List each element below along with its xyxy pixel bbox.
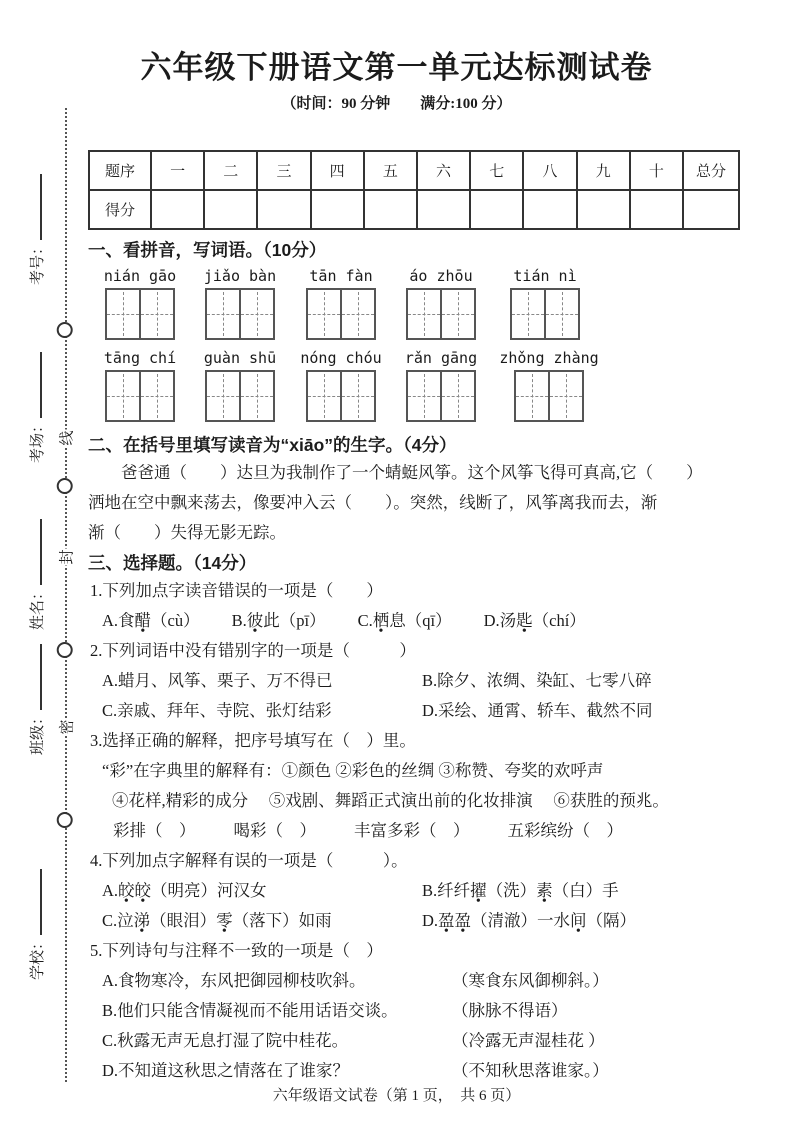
score-cell xyxy=(311,190,364,229)
pinyin-label: nóng chóu xyxy=(300,349,382,367)
score-table-header-row xyxy=(89,151,739,190)
pinyin-label: zhǒng zhàng xyxy=(499,349,599,367)
section3-heading: 三、选择题。（14分） xyxy=(88,553,257,573)
item-wucaibinfen: 五彩缤纷（ ） xyxy=(507,821,623,840)
writing-box xyxy=(205,370,275,422)
option-a: A.皎皎（明亮）河汉女 xyxy=(102,881,267,900)
question-5-option-d xyxy=(88,1056,740,1086)
seal-char-seal: 封 xyxy=(53,548,80,565)
writing-box xyxy=(406,288,476,340)
question-2-options-row2 xyxy=(88,696,740,726)
question-5-option-a xyxy=(88,966,740,996)
option-c: C.亲戚、拜年、寺院、张灯结彩 xyxy=(102,701,332,720)
class-field xyxy=(26,625,46,755)
pinyin-label: rǎn gāng xyxy=(404,349,478,367)
option-a: A.食醋（cù） xyxy=(102,611,200,630)
writing-box xyxy=(306,370,376,422)
score-cell xyxy=(257,190,310,229)
score-row-label: 得分 xyxy=(89,190,151,229)
pinyin-label: tián nì xyxy=(513,267,577,285)
score-table-header-cell: 一 xyxy=(151,151,204,190)
writing-box xyxy=(105,288,175,340)
page-title: 六年级下册语文第一单元达标测试卷 xyxy=(140,50,653,85)
exam-number-blank xyxy=(26,174,42,240)
school-field xyxy=(26,850,46,980)
question-2: 2.下列词语中没有错别字的一项是（ ） xyxy=(90,641,416,660)
score-cell xyxy=(683,190,739,229)
section2-line: 渐（ ）失得无影无踪。 xyxy=(88,523,286,542)
option-d-text: D.不知道这秋思之情落在了谁家？ xyxy=(102,1061,350,1080)
question-5-option-b xyxy=(88,996,740,1026)
class-blank xyxy=(26,644,42,710)
question-4: 4.下列加点字解释有误的一项是（ ）。 xyxy=(90,851,408,870)
score-table xyxy=(88,150,740,230)
option-a-text: A.食物寒冷，东风把御园柳枝吹斜。 xyxy=(102,971,366,990)
score-table-header-cell: 总分 xyxy=(683,151,739,190)
student-name-label: 姓名： xyxy=(29,584,46,630)
pinyin-row-2 xyxy=(88,347,740,420)
pinyin-group xyxy=(381,265,501,340)
option-b: B.除夕、浓绸、染缸、七零八碎 xyxy=(422,671,652,690)
question-3-items xyxy=(88,816,740,846)
score-table-score-row xyxy=(89,190,739,229)
pinyin-label: jiǎo bàn xyxy=(203,267,277,285)
score-table-header-cell: 八 xyxy=(523,151,576,190)
question-3-gloss: ④花样,精彩的成分 ⑤戏剧、舞蹈正式演出前的化妆排演 ⑥获胜的预兆。 xyxy=(112,791,669,810)
section2-line: 洒地在空中飘来荡去，像要冲入云（ ）。突然，线断了，风筝离我而去，渐 xyxy=(88,493,658,512)
score-table-header-cell: 十 xyxy=(630,151,683,190)
school-blank xyxy=(26,869,42,935)
question-4-options-row1 xyxy=(88,876,740,906)
class-label: 班级： xyxy=(29,709,46,755)
seal-dotted-line xyxy=(65,108,67,1082)
student-name-blank xyxy=(26,519,42,585)
score-cell xyxy=(151,190,204,229)
item-fengfuduocai: 丰富多彩（ ） xyxy=(354,821,470,840)
section2-line: 爸爸通（ ）达旦为我制作了一个蜻蜓风筝。这个风筝飞得可真高,它（ ） xyxy=(121,463,703,482)
writing-box xyxy=(205,288,275,340)
exam-number-field xyxy=(26,155,46,285)
option-b: B.纤纤擢（洗）素（白）手 xyxy=(422,881,619,900)
pinyin-row-1 xyxy=(88,265,740,338)
score-cell xyxy=(364,190,417,229)
question-4-options-row2 xyxy=(88,906,740,936)
time-score-subtitle: （时间：90 分钟 满分:100 分） xyxy=(281,96,512,112)
score-table-header-cell: 六 xyxy=(417,151,470,190)
option-c: C.泣涕（眼泪）零（落下）如雨 xyxy=(102,911,332,930)
score-table-header-cell: 题序 xyxy=(89,151,151,190)
score-table-header-cell: 七 xyxy=(470,151,523,190)
score-cell xyxy=(417,190,470,229)
question-5-option-c xyxy=(88,1026,740,1056)
main-content xyxy=(88,150,740,1086)
pinyin-group xyxy=(489,347,609,422)
pinyin-group xyxy=(381,347,501,422)
question-5: 5.下列诗句与注释不一致的一项是（ ） xyxy=(90,941,383,960)
score-cell xyxy=(204,190,257,229)
score-table-header-cell: 三 xyxy=(257,151,310,190)
score-table-header-cell: 四 xyxy=(311,151,364,190)
school-label: 学校： xyxy=(29,934,46,980)
pinyin-label: tān fàn xyxy=(309,267,373,285)
student-name-field xyxy=(26,500,46,630)
exam-room-blank xyxy=(26,352,42,418)
seal-circle-icon xyxy=(57,812,73,828)
question-3-gloss: “彩”在字典里的解释有：①颜色 ②彩色的丝绸 ③称赞、夸奖的欢呼声 xyxy=(102,761,604,780)
score-cell xyxy=(523,190,576,229)
item-hecai: 喝彩（ ） xyxy=(233,821,316,840)
writing-box xyxy=(306,288,376,340)
writing-box xyxy=(406,370,476,422)
option-d: D.采绘、通霄、轿车、截然不同 xyxy=(422,701,653,720)
score-table-header-cell: 二 xyxy=(204,151,257,190)
question-1: 1.下列加点字读音错误的一项是（ ） xyxy=(90,581,383,600)
option-c-note: （冷露无声湿桂花 ） xyxy=(452,1031,605,1050)
writing-box xyxy=(514,370,584,422)
writing-box xyxy=(510,288,580,340)
option-d: D.汤匙（chí） xyxy=(483,611,586,630)
item-caipai: 彩排（ ） xyxy=(113,821,196,840)
exam-room-field xyxy=(26,333,46,463)
option-b-text: B.他们只能含情凝视而不能用话语交谈。 xyxy=(102,1001,398,1020)
question-3: 3.选择正确的解释，把序号填写在（ ）里。 xyxy=(90,731,416,750)
score-cell xyxy=(470,190,523,229)
pinyin-label: áo zhōu xyxy=(409,267,473,285)
seal-circle-icon xyxy=(57,478,73,494)
page-footer: 六年级语文试卷（第 1 页， 共 6 页） xyxy=(272,1088,521,1104)
option-b-note: （脉脉不得语） xyxy=(452,1001,568,1020)
option-c: C.栖息（qī） xyxy=(357,611,452,630)
option-b: B.彼此（pī） xyxy=(231,611,326,630)
question-2-options-row1 xyxy=(88,666,740,696)
seal-circle-icon xyxy=(57,322,73,338)
option-a-note: （寒食东风御柳斜。） xyxy=(452,971,609,990)
score-cell xyxy=(630,190,683,229)
option-d-note: （不知秋思落谁家。） xyxy=(452,1061,609,1080)
pinyin-label: nián gāo xyxy=(103,267,177,285)
seal-char-secret: 密 xyxy=(53,718,80,735)
option-a: A.蜡月、风筝、栗子、万不得已 xyxy=(102,671,333,690)
writing-box xyxy=(105,370,175,422)
exam-number-label: 考号： xyxy=(29,239,46,285)
pinyin-group xyxy=(485,265,605,340)
pinyin-label: tāng chí xyxy=(103,349,177,367)
pinyin-label: guàn shū xyxy=(203,349,277,367)
option-c-text: C.秋露无声无息打湿了院中桂花。 xyxy=(102,1031,349,1050)
seal-char-line: 线 xyxy=(53,429,80,446)
score-table-header-cell: 九 xyxy=(577,151,630,190)
question-1-options xyxy=(88,606,740,636)
option-d: D.盈盈（清澈）一水间（隔） xyxy=(422,911,637,930)
score-table-header-cell: 五 xyxy=(364,151,417,190)
section2-heading: 二、在括号里填写读音为“xiāo”的生字。（4分） xyxy=(88,435,457,455)
section1-heading: 一、看拼音，写词语。（10分） xyxy=(88,240,327,260)
exam-room-label: 考场： xyxy=(29,417,46,463)
score-cell xyxy=(577,190,630,229)
seal-circle-icon xyxy=(57,642,73,658)
